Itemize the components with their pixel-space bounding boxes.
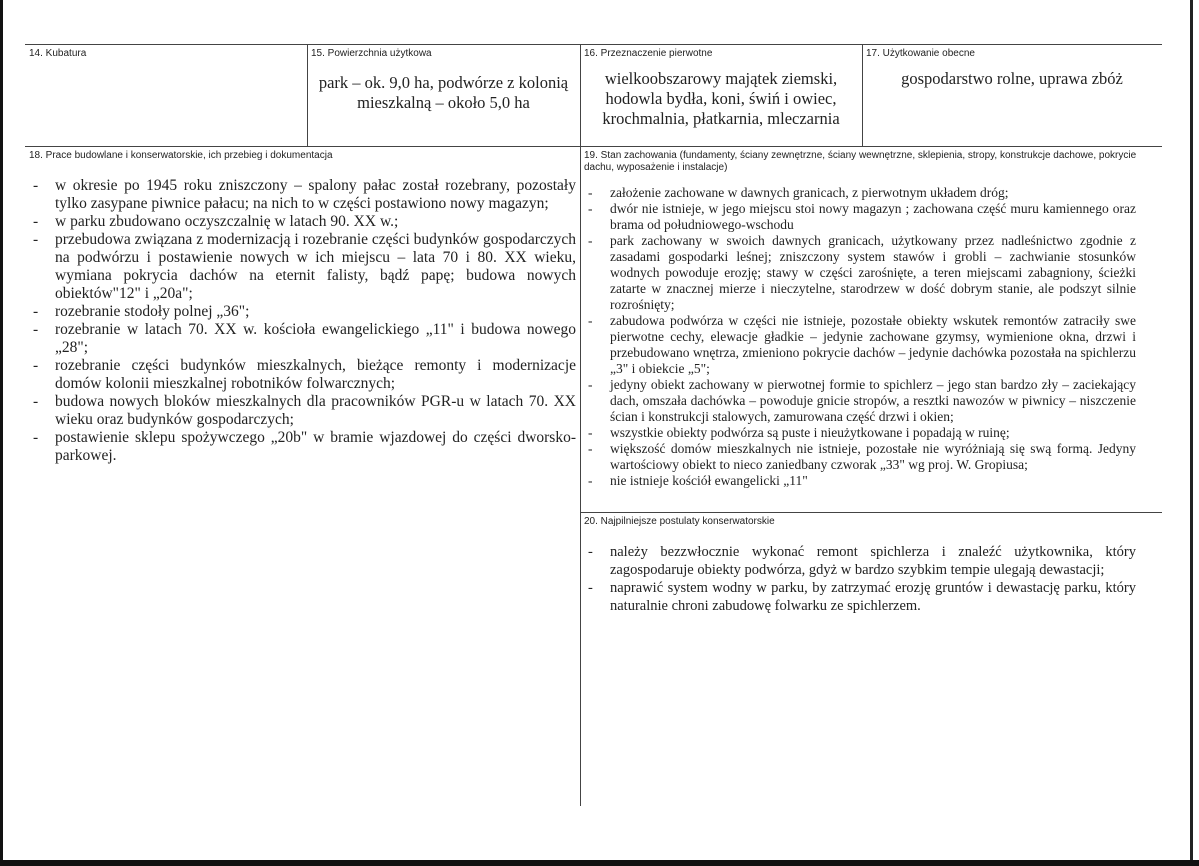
field-label: 18. Prace budowlane i konserwatorskie, ich przebieg i dokumentacja <box>29 150 333 161</box>
list-item: - rozebranie stodoły polnej „36"; <box>25 303 576 321</box>
list-item: - rozebranie w latach 70. XX w. kościoła ewangelickiego „11" i budowa nowego „28"; <box>25 321 576 357</box>
field-14-kubatura <box>25 44 308 147</box>
list-item: - nie istnieje kościół ewangelicki „11" <box>580 473 1136 489</box>
list-item: - założenie zachowane w dawnych granicach, z pierwotnym układem dróg; <box>580 185 1136 201</box>
list-item: - zabudowa podwórza w części nie istnieje, pozostałe obiekty wskutek remontów zatraciły swe pierwotne cechy, elewacje gładkie – jedynie zachowane gzymsy, wymienione okna, drzwi i przebudowano wnętrza, zmieniono pokrycie dachów – jedynie dachówka pozostała na spichlerzu „3" i obiekcie „5"; <box>580 313 1136 377</box>
field-label: 19. Stan zachowania (fundamenty, ściany zewnętrzne, ściany wewnętrzne, sklepienia, stropy, konstrukcje dachowe, pokrycie dachu, wyposażenie i instalacje) <box>584 150 1137 173</box>
list-item: - rozebranie części budynków mieszkalnych, bieżące remonty i modernizacje domów kolonii mieszkalnej robotników folwarcznych; <box>25 357 576 393</box>
field-18-prace <box>25 146 581 806</box>
scan-edge-bottom <box>0 860 1199 866</box>
list-item: - większość domów mieszkalnych nie istnieje, pozostałe nie wyróżniają się swą formą. Jedyny wartościowy obiekt to nieco zaniedbany czworak „33" wg proj. W. Gropiusa; <box>580 441 1136 473</box>
field-value: gospodarstwo rolne, uprawa zbóż <box>901 69 1123 88</box>
field-label: 17. Użytkowanie obecne <box>866 48 975 59</box>
works-list <box>25 165 580 465</box>
list-item: - wszystkie obiekty podwórza są puste i nieużytkowane i popadają w ruinę; <box>580 425 1136 441</box>
list-item: - przebudowa związana z modernizacją i rozebranie części budynków gospodarczych na podwórzu i postawienie nowych w ich miejscu – lata 70 i 80. XX wieku, wymiana pokrycia dachów na eternit falisty, bądź papę; budowa nowych obiektów"12" i „20a"; <box>25 231 576 303</box>
field-20-postulaty <box>580 512 1162 712</box>
field-15-powierzchnia <box>307 44 581 147</box>
scan-edge-left <box>0 0 3 866</box>
field-label: 16. Przeznaczenie pierwotne <box>584 48 713 59</box>
field-value: wielkoobszarowy majątek ziemski, hodowla bydła, koni, świń i owiec, krochmalnia, płatkarnia, mleczarnia <box>602 69 840 128</box>
field-label: 15. Powierzchnia użytkowa <box>311 48 432 59</box>
condition-list <box>580 177 1162 489</box>
list-item: - w parku zbudowano oczyszczalnię w latach 90. XX w.; <box>25 213 576 231</box>
list-item: - naprawić system wodny w parku, by zatrzymać erozję gruntów i dewastację parku, który naturalnie chroni zabudowę folwarku ze spichlerzem. <box>580 579 1136 615</box>
field-16-przeznaczenie <box>580 44 863 147</box>
scan-edge-right <box>1190 0 1193 866</box>
field-19-stan-zachowania <box>580 146 1162 513</box>
list-item: - postawienie sklepu spożywczego „20b" w bramie wjazdowej do części dworsko-parkowej. <box>25 429 576 465</box>
list-item: - budowa nowych bloków mieszkalnych dla pracowników PGR-u w latach 70. XX wieku oraz budynków gospodarczych; <box>25 393 576 429</box>
field-label: 20. Najpilniejsze postulaty konserwatorskie <box>584 516 775 527</box>
field-label: 14. Kubatura <box>29 48 87 59</box>
list-item: - jedyny obiekt zachowany w pierwotnej formie to spichlerz – jego stan bardzo zły – zaciekający dach, omszała dachówka – powoduje gnicie stropów, a resztki nawozów w piwnicy – niszczenie ścian i konstrukcji stalowych, zamurowana część drzwi i okien; <box>580 377 1136 425</box>
list-item: - należy bezzwłocznie wykonać remont spichlerza i znaleźć użytkownika, który zagospodaruje obiekty podwórza, gdyż w bardzo szybkim tempie ulegają dewastacji; <box>580 543 1136 579</box>
field-17-uzytkowanie <box>862 44 1162 147</box>
list-item: - dwór nie istnieje, w jego miejscu stoi nowy magazyn ; zachowana część muru kamiennego oraz brama od południowego-wschodu <box>580 201 1136 233</box>
list-item: - w okresie po 1945 roku zniszczony – spalony pałac został rozebrany, pozostały tylko zasypane piwnice pałacu; na nich to w części postawiono nowy magazyn; <box>25 177 576 213</box>
list-item: - park zachowany w swoich dawnych granicach, użytkowany przez nadleśnictwo zgodnie z zasadami gospodarki leśnej; zniszczony system stawów i grobli – zachwianie stosunków wodnych powoduje erozję; stawy w części zarośnięte, a teren miejscami zabagniony, ścieżki zatarte w znacznej mierze i nieczytelne, starodrzew w dość dobrym stanie, ale podszyt silnie rozrośnięty; <box>580 233 1136 313</box>
field-value: park – ok. 9,0 ha, podwórze z kolonią mieszkalną – około 5,0 ha <box>318 73 569 112</box>
postulates-list <box>580 531 1162 615</box>
